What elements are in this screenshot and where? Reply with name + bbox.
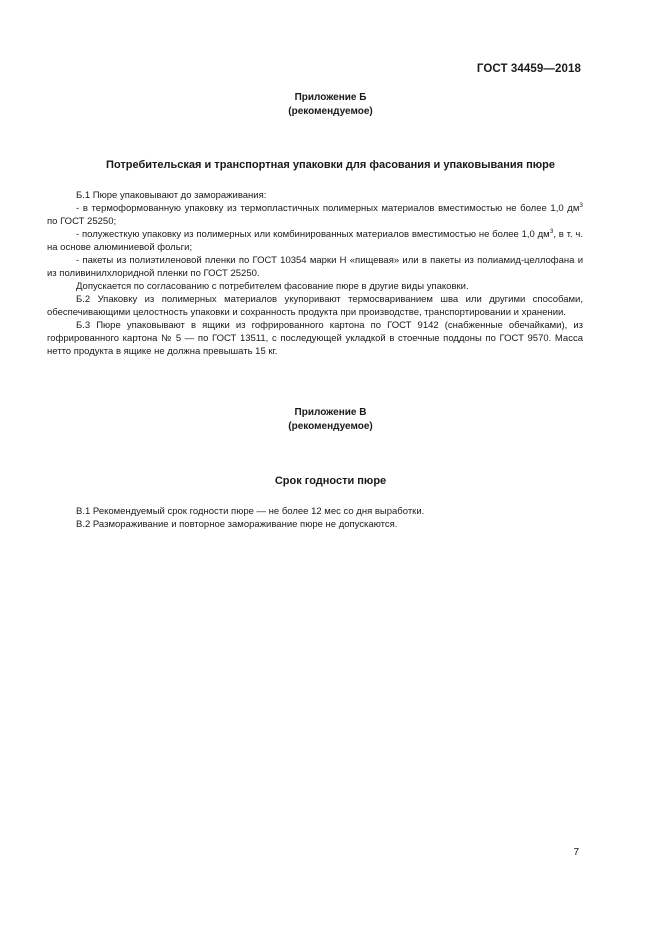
annex-v-header [0,406,661,434]
annex-b-status: (рекомендуемое) [288,106,373,117]
annex-b-header [0,91,661,119]
annex-b-paragraph-5: Допускается по согласованию с потребителем фасование пюре в другие виды упаковки. [76,281,469,292]
annex-b-body [47,189,583,358]
annex-b-paragraph-4: - пакеты из полиэтиленовой пленки по ГОСТ 10354 марки Н «пищевая» или в пакеты из полиамид-целлофана и из поливинилхлоридной пленки по ГОСТ 25250. [47,255,583,279]
annex-b-title: Приложение Б [294,92,367,103]
annex-b-paragraph-7: Б.3 Пюре упаковывают в ящики из гофрированного картона по ГОСТ 9142 (снабженные обечайками), из гофрированного картона № 5 — по ГОСТ 13511, с последующей укладкой в стоечные поддоны по ГОСТ 9570. Масса нетто продукта в ящике не должна превышать 15 кг. [47,320,583,357]
page-number: 7 [573,847,579,858]
annex-b-heading: Потребительская и транспортная упаковки для фасования и упаковывания пюре [106,159,555,171]
annex-v-title: Приложение В [294,407,367,418]
document-code: ГОСТ 34459—2018 [476,63,581,75]
annex-b-paragraph-2: - в термоформованную упаковку из термопластичных полимерных материалов вместимостью не более 1,0 $дм^3$ по ГОСТ 25250; [47,202,583,227]
annex-b-paragraph-1: Б.1 Пюре упаковывают до замораживания: [76,190,267,201]
annex-v-paragraph-2: В.2 Размораживание и повторное замораживание пюре не допускаются. [76,519,398,530]
annex-v-heading: Срок годности пюре [274,475,387,487]
annex-b-paragraph-6: Б.2 Упаковку из полимерных материалов укупоривают термосвариванием шва или другими способами, обеспечивающими целостность упаковки и сохранность продукта при производстве, транспортировании и хранении. [47,294,583,318]
annex-v-body [47,505,583,531]
annex-v-status: (рекомендуемое) [288,421,373,432]
annex-b-paragraph-3: - полужесткую упаковку из полимерных или комбинированных материалов вместимостью не более 1,0 $дм^3$, в т. ч. на основе алюминиевой фольги; [47,228,583,253]
annex-v-paragraph-1: В.1 Рекомендуемый срок годности пюре — не более 12 мес со дня выработки. [76,506,425,517]
